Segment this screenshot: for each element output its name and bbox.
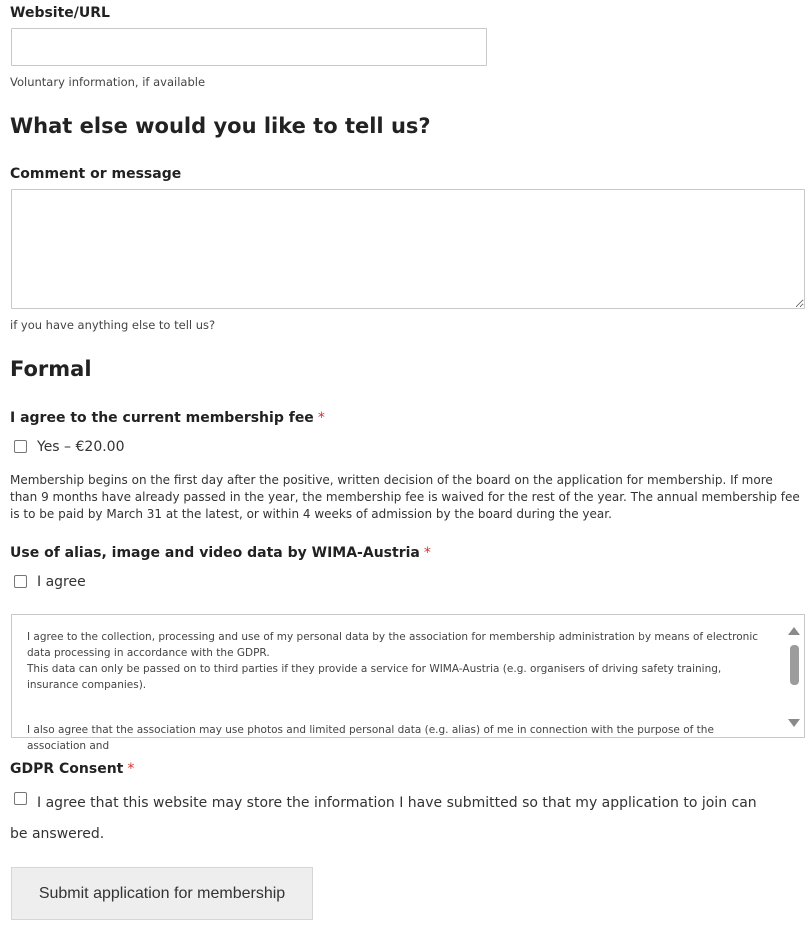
comment-help-text: if you have anything else to tell us?	[10, 318, 216, 332]
website-label: Website/URL	[10, 5, 110, 21]
submit-button[interactable]: Submit application for membership	[11, 867, 313, 920]
comment-label: Comment or message	[10, 166, 182, 182]
terms-paragraph-3: I also agree that the association may use photos and limited personal data (e.g. alias) of me in connection with the purpose of the association and	[27, 724, 714, 752]
website-input[interactable]	[11, 28, 487, 66]
terms-scrollbar[interactable]	[788, 625, 800, 729]
gdpr-option-label[interactable]: I agree that this website may store the information I have submitted so that my application to join can be answered.	[10, 795, 757, 842]
terms-paragraph-2: This data can only be passed on to third parties if they provide a service for WIMA-Austria (e.g. organisers of driving safety training, insurance companies).	[27, 663, 722, 691]
fee-checkbox[interactable]	[14, 440, 27, 453]
scroll-down-arrow-icon[interactable]	[788, 719, 800, 727]
fee-option-label[interactable]: Yes – €20.00	[37, 439, 125, 455]
terms-text	[27, 629, 767, 754]
section-heading-more: What else would you like to tell us?	[10, 114, 431, 138]
alias-label	[10, 545, 431, 561]
alias-checkbox[interactable]	[14, 575, 27, 588]
scroll-thumb[interactable]	[790, 645, 799, 685]
required-marker: *	[423, 545, 431, 561]
website-help-text: Voluntary information, if available	[10, 75, 206, 89]
comment-textarea[interactable]	[11, 189, 805, 309]
gdpr-label-text: GDPR Consent	[10, 761, 124, 777]
required-marker: *	[317, 410, 325, 426]
scrollbar-graphic	[788, 625, 800, 729]
fee-description: Membership begins on the first day after the positive, written decision of the board on the application for membership. If more than 9 months have already passed in the year, the membership fee is waived for the rest of the year. The annual membership fee is to be paid by March 31 at the latest, or within 4 weeks of admission by the board during the year.	[10, 473, 800, 521]
alias-label-text: Use of alias, image and video data by WIMA-Austria	[10, 545, 420, 561]
scroll-up-arrow-icon[interactable]	[788, 627, 800, 635]
fee-label	[10, 410, 325, 426]
terms-paragraph-1: I agree to the collection, processing and use of my personal data by the association for membership administration by means of electronic data processing in accordance with the GDPR.	[27, 631, 759, 659]
section-heading-formal: Formal	[10, 357, 92, 381]
gdpr-label	[10, 761, 134, 777]
alias-option-label[interactable]: I agree	[37, 574, 86, 590]
fee-label-text: I agree to the current membership fee	[10, 410, 314, 426]
terms-scrollbox[interactable]	[11, 614, 805, 752]
required-marker: *	[127, 761, 135, 777]
